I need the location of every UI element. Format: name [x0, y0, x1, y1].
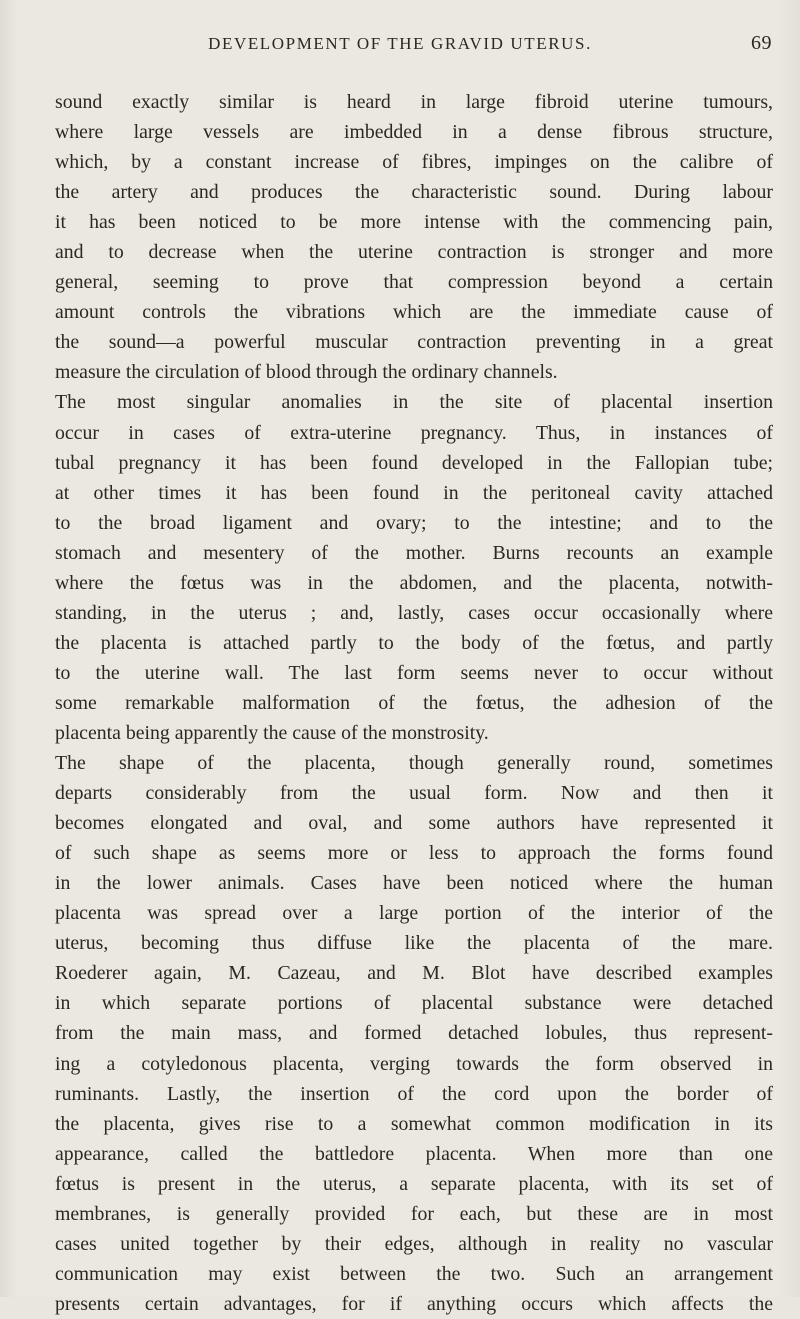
text-line: where the fœtus was in the abdomen, and the placenta, notwith-	[55, 571, 773, 594]
page-number: 69	[751, 32, 772, 54]
text-line: general, seeming to prove that compression beyond a certain	[55, 271, 773, 294]
text-line: some remarkable malformation of the fœtus, the adhesion of the	[55, 691, 773, 714]
text-line: ruminants. Lastly, the insertion of the cord upon the border of	[55, 1082, 773, 1105]
text-line: presents certain advantages, for if anything occurs which affects the	[55, 1292, 773, 1315]
text-line: ing a cotyledonous placenta, verging towards the form observed in	[55, 1052, 773, 1075]
text-line: to the uterine wall. The last form seems never to occur without	[55, 661, 773, 684]
text-line: The shape of the placenta, though generally round, sometimes	[55, 752, 773, 775]
text-line: and to decrease when the uterine contraction is stronger and more	[55, 241, 773, 264]
text-line: cases united together by their edges, although in reality no vascular	[55, 1232, 773, 1255]
text-line: membranes, is generally provided for each, but these are in most	[55, 1202, 773, 1225]
text-line: of such shape as seems more or less to approach the forms found	[55, 842, 773, 865]
text-line: in which separate portions of placental substance were detached	[55, 992, 773, 1015]
text-line: the sound—a powerful muscular contraction preventing in a great	[55, 331, 773, 354]
running-head	[0, 30, 800, 58]
text-line: the artery and produces the characteristic sound. During labour	[55, 181, 773, 204]
text-line: standing, in the uterus ; and, lastly, cases occur occasionally where	[55, 601, 773, 624]
text-line: becomes elongated and oval, and some authors have represented it	[55, 812, 773, 835]
text-line: fœtus is present in the uterus, a separate placenta, with its set of	[55, 1172, 773, 1195]
text-line: sound exactly similar is heard in large fibroid uterine tumours,	[55, 91, 773, 113]
text-line: in the lower animals. Cases have been noticed where the human	[55, 872, 773, 895]
text-line: where large vessels are imbedded in a dense fibrous structure,	[55, 121, 773, 144]
text-line: stomach and mesentery of the mother. Burns recounts an example	[55, 541, 773, 564]
text-line: to the broad ligament and ovary; to the intestine; and to the	[55, 511, 773, 534]
text-line: appearance, called the battledore placenta. When more than one	[55, 1142, 773, 1165]
text-line: The most singular anomalies in the site of placental insertion	[55, 391, 773, 414]
text-line: which, by a constant increase of fibres, impinges on the calibre of	[55, 151, 773, 174]
text-line: placenta was spread over a large portion of the interior of the	[55, 902, 773, 925]
text-line: placenta being apparently the cause of the monstrosity.	[55, 721, 489, 744]
text-line: Roederer again, M. Cazeau, and M. Blot have described examples	[55, 962, 773, 985]
text-line: communication may exist between the two. Such an arrangement	[55, 1262, 773, 1285]
running-title: DEVELOPMENT OF THE GRAVID UTERUS.	[208, 34, 592, 53]
text-line: it has been noticed to be more intense with the commencing pain,	[55, 211, 773, 234]
text-line: departs considerably from the usual form. Now and then it	[55, 782, 773, 805]
text-line: from the main mass, and formed detached lobules, thus represent-	[55, 1022, 773, 1045]
text-line: tubal pregnancy it has been found developed in the Fallopian tube;	[55, 451, 773, 474]
text-line: occur in cases of extra-uterine pregnancy. Thus, in instances of	[55, 421, 773, 444]
text-line: uterus, becoming thus diffuse like the placenta of the mare.	[55, 932, 773, 955]
text-line: the placenta, gives rise to a somewhat common modification in its	[55, 1112, 773, 1135]
text-line: measure the circulation of blood through the ordinary channels.	[55, 361, 558, 384]
text-line: the placenta is attached partly to the body of the fœtus, and partly	[55, 631, 773, 654]
text-line: amount controls the vibrations which are the immediate cause of	[55, 301, 773, 324]
text-line: at other times it has been found in the peritoneal cavity attached	[55, 481, 773, 504]
body-text	[55, 87, 773, 1319]
